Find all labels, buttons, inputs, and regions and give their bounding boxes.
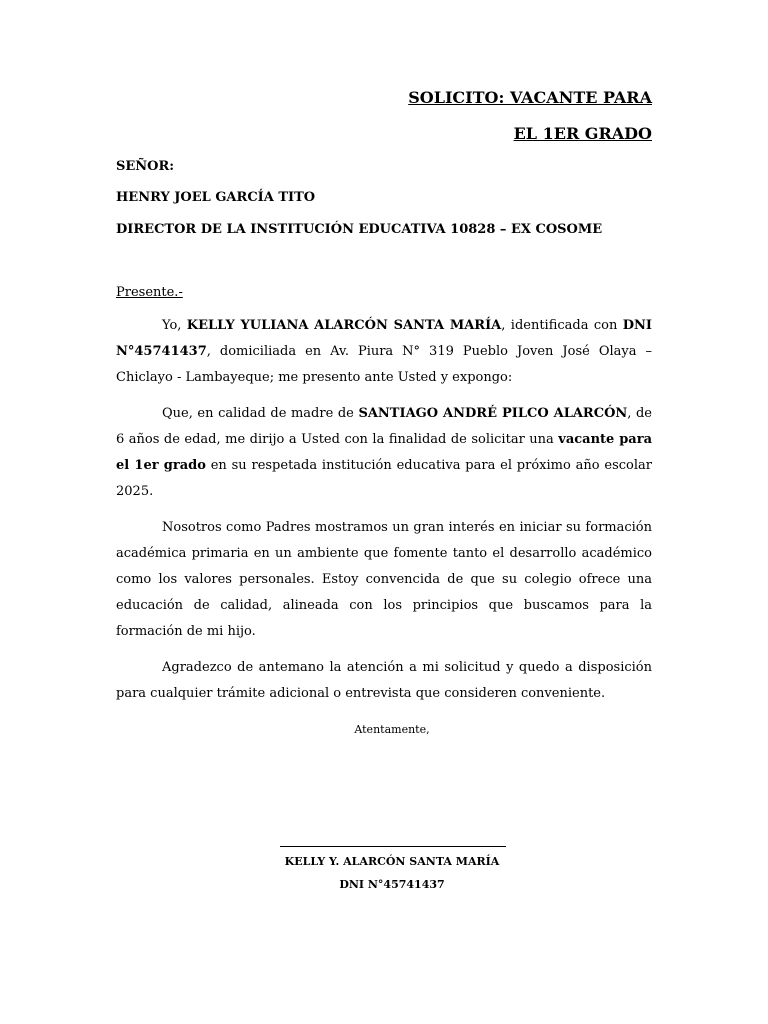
paragraph-intro-text: Yo, xyxy=(162,318,187,333)
greeting: Presente.- xyxy=(116,285,183,300)
paragraph-intro-text: , identificada con xyxy=(501,318,623,333)
closing: Atentamente, xyxy=(354,723,430,736)
paragraph-thanks: Agradezco de antemano la atención a mi solicitud y quedo a disposición para cualquier trámite adicional o entrevista que consideren conveniente. xyxy=(116,660,652,701)
request-highlight: vacante para el 1er grado xyxy=(116,432,653,473)
signature-name: KELLY Y. ALARCÓN SANTA MARÍA xyxy=(284,855,500,868)
subject-line-1: SOLICITO: VACANTE PARA xyxy=(408,88,652,107)
paragraph-intro xyxy=(116,313,652,391)
letter-body xyxy=(116,313,652,717)
signature-line xyxy=(280,846,506,847)
addressee-position: DIRECTOR DE LA INSTITUCIÓN EDUCATIVA 10828 – EX COSOME xyxy=(116,222,603,237)
addressee-name: HENRY JOEL GARCÍA TITO xyxy=(116,190,316,205)
applicant-name: KELLY YULIANA ALARCÓN SANTA MARÍA xyxy=(186,318,502,333)
paragraph-request xyxy=(116,401,652,505)
subject-line-2: EL 1ER GRADO xyxy=(513,124,652,143)
paragraph-motivation: Nosotros como Padres mostramos un gran interés en iniciar su formación académica primaria en un ambiente que fomente tanto el desarrollo académico como los valores personales. Estoy convencida de que su colegio ofrece una educación de calidad, alineada con los principios que buscamos para la formación de mi hijo. xyxy=(116,520,652,639)
paragraph-intro-text: , domiciliada en Av. Piura N° 319 Pueblo Joven José Olaya – Chiclayo - Lambayeque; me presento ante Usted y expongo: xyxy=(116,344,652,385)
paragraph-request-text: , de 6 años de edad, me dirijo a Usted con la finalidad de solicitar una xyxy=(116,406,653,447)
paragraph-request-text: Que, en calidad de madre de xyxy=(162,406,359,421)
child-name: SANTIAGO ANDRÉ PILCO ALARCÓN xyxy=(358,406,628,421)
paragraph-request-text: en su respetada institución educativa para el próximo año escolar 2025. xyxy=(116,458,652,499)
applicant-dni: DNI N°45741437 xyxy=(116,318,652,359)
addressee-salutation: SEÑOR: xyxy=(116,159,175,174)
signature-dni: DNI N°45741437 xyxy=(339,878,445,891)
